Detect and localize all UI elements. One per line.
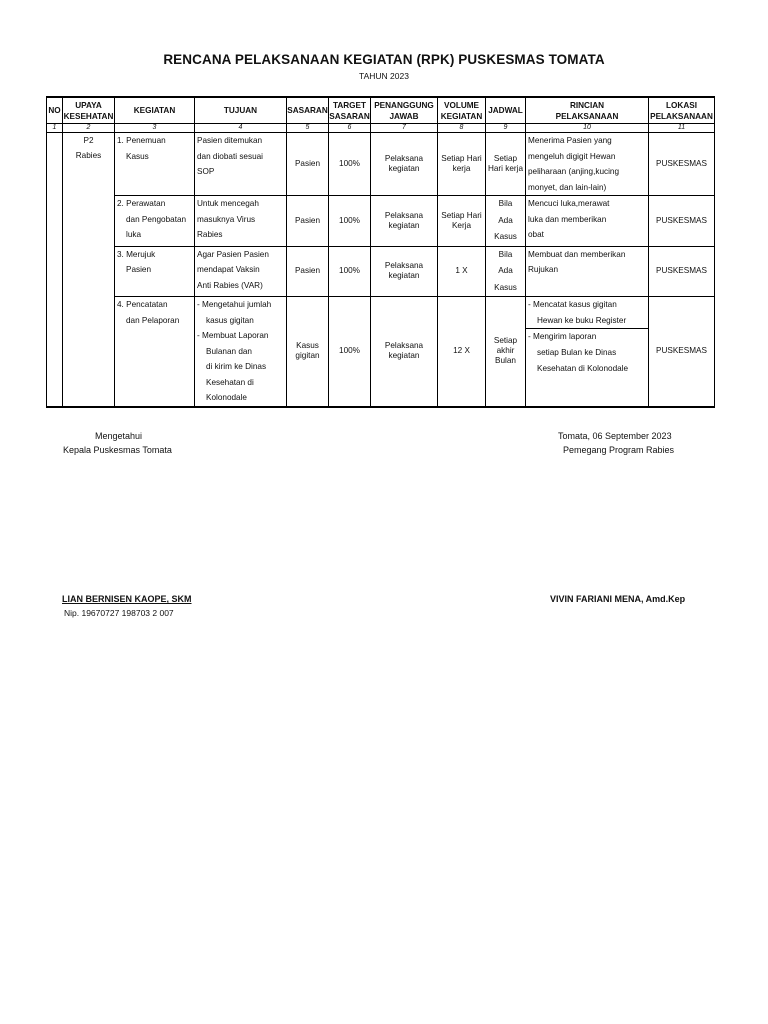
volume-cell: 12 X	[438, 297, 486, 407]
rincian-cell	[526, 297, 649, 407]
upaya-cell	[63, 133, 115, 407]
header-tujuan: TUJUAN	[195, 97, 287, 124]
right-approval-title: Pemegang Program Rabies	[563, 445, 675, 455]
jadwal-cell: Setiap akhir Bulan	[486, 297, 526, 407]
penanggung-jawab-cell: Pelaksana kegiatan	[371, 246, 438, 297]
volume-cell: 1 X	[438, 246, 486, 297]
tujuan-cell: - Mengetahui jumlah kasus gigitan - Membuat Laporan Bulanan dan di kirim ke Dinas Kesehatan di Kolonodale	[195, 297, 287, 407]
header-rincian: RINCIAN PELAKSANAAN	[526, 97, 649, 124]
volume-cell: Setiap Hari kerja	[438, 133, 486, 196]
column-number: 7	[371, 124, 438, 133]
tujuan-cell: Untuk mencegah masuknya Virus Rabies	[195, 196, 287, 247]
rincian-part: - Mengirim laporan setiap Bulan ke Dinas Kesehatan di Kolonodale	[526, 328, 648, 377]
document-year: TAHUN 2023	[359, 71, 409, 81]
penanggung-jawab-cell: Pelaksana kegiatan	[371, 297, 438, 407]
rincian-cell: Menerima Pasien yang mengeluh digigit Hewan peliharaan (anjing,kucing monyet, dan lain-lain)	[526, 133, 649, 196]
right-place-date: Tomata, 06 September 2023	[558, 431, 672, 441]
target-cell: 100%	[329, 246, 371, 297]
lokasi-cell: PUSKESMAS	[649, 297, 715, 407]
jadwal-cell: Bila Ada Kasus	[486, 246, 526, 297]
left-approval-label: Mengetahui	[95, 431, 143, 441]
sasaran-cell: Kasus gigitan	[287, 297, 329, 407]
column-number: 10	[526, 124, 649, 133]
sasaran-cell: Pasien	[287, 246, 329, 297]
rincian-part: - Mencatat kasus gigitan Hewan ke buku Register	[528, 300, 627, 325]
left-approval-title: Kepala Puskesmas Tomata	[63, 445, 172, 455]
column-number: 2	[63, 124, 115, 133]
right-signatory-name: VIVIN FARIANI MENA, Amd.Kep	[550, 594, 686, 604]
left-signatory-name: LIAN BERNISEN KAOPE, SKM	[62, 594, 192, 604]
column-number: 1	[47, 124, 63, 133]
lokasi-cell: PUSKESMAS	[649, 196, 715, 247]
column-number: 4	[195, 124, 287, 133]
kegiatan-cell: 4. Pencatatan dan Pelaporan	[115, 297, 195, 407]
sasaran-cell: Pasien	[287, 133, 329, 196]
tujuan-cell: Agar Pasien Pasien mendapat Vaksin Anti Rabies (VAR)	[195, 246, 287, 297]
upaya-topic: Rabies	[75, 151, 102, 160]
jadwal-cell: Setiap Hari kerja	[486, 133, 526, 196]
tujuan-cell: Pasien ditemukan dan diobati sesuai SOP	[195, 133, 287, 196]
target-cell: 100%	[329, 133, 371, 196]
column-number: 9	[486, 124, 526, 133]
target-cell: 100%	[329, 297, 371, 407]
header-volume: VOLUME KEGIATAN	[438, 97, 486, 124]
sasaran-cell: Pasien	[287, 196, 329, 247]
rincian-cell: Mencuci luka,merawat luka dan memberikan obat	[526, 196, 649, 247]
jadwal-cell: Bila Ada Kasus	[486, 196, 526, 247]
table-header-row	[47, 97, 715, 124]
kegiatan-cell: 2. Perawatan dan Pengobatan luka	[115, 196, 195, 247]
header-lokasi: LOKASI PELAKSANAAN	[649, 97, 715, 124]
left-signatory-nip: Nip. 19670727 198703 2 007	[64, 608, 174, 618]
no-cell	[47, 133, 63, 407]
penanggung-jawab-cell: Pelaksana kegiatan	[371, 196, 438, 247]
rpk-table	[46, 96, 715, 408]
document-title: RENCANA PELAKSANAAN KEGIATAN (RPK) PUSKESMAS TOMATA	[163, 52, 605, 67]
column-number: 6	[329, 124, 371, 133]
target-cell: 100%	[329, 196, 371, 247]
header-jadwal: JADWAL	[486, 97, 526, 124]
table-row	[47, 297, 715, 407]
header-kegiatan: KEGIATAN	[115, 97, 195, 124]
column-number: 5	[287, 124, 329, 133]
kegiatan-cell: 3. Merujuk Pasien	[115, 246, 195, 297]
volume-cell: Setiap Hari Kerja	[438, 196, 486, 247]
table-row	[47, 133, 715, 196]
column-number: 3	[115, 124, 195, 133]
column-number: 11	[649, 124, 715, 133]
header-penanggung-jawab: PENANGGUNG JAWAB	[371, 97, 438, 124]
lokasi-cell: PUSKESMAS	[649, 246, 715, 297]
header-sasaran: SASARAN	[287, 97, 329, 124]
kegiatan-cell: 1. Penemuan Kasus	[115, 133, 195, 196]
rincian-cell: Membuat dan memberikan Rujukan	[526, 246, 649, 297]
header-no: NO	[47, 97, 63, 124]
upaya-program: P2	[83, 136, 94, 145]
column-number-row	[47, 124, 715, 133]
header-upaya: UPAYA KESEHATAN	[63, 97, 115, 124]
table-row	[47, 246, 715, 297]
column-number: 8	[438, 124, 486, 133]
lokasi-cell: PUSKESMAS	[649, 133, 715, 196]
table-row	[47, 196, 715, 247]
header-target: TARGET SASARAN	[329, 97, 371, 124]
penanggung-jawab-cell: Pelaksana kegiatan	[371, 133, 438, 196]
